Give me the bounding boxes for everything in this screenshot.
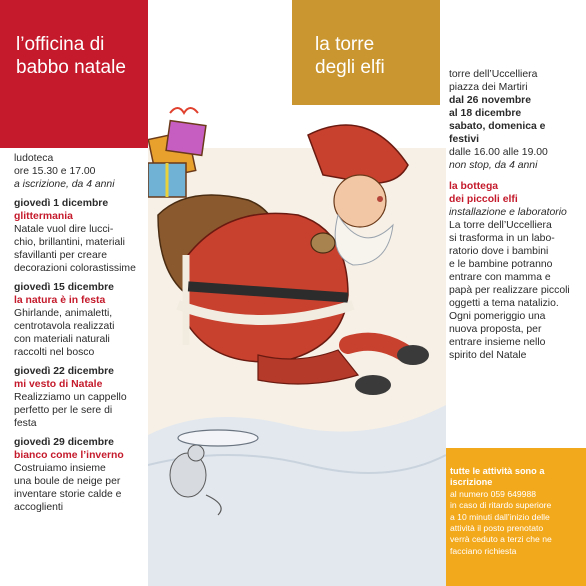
event-date: giovedì 29 dicembre xyxy=(14,437,114,448)
event-item: giovedì 22 dicembre mi vesto di Natale Realizziamo un cappello perfetto per le sere di festa xyxy=(14,365,149,430)
info-heading: tutte le attività sono a xyxy=(450,466,545,476)
header-left-title: l’officina di babbo natale xyxy=(16,34,126,78)
right-place: torre dell’Uccelliera xyxy=(449,69,538,80)
left-note: a iscrizione, da 4 anni xyxy=(14,179,115,190)
info-heading: iscrizione xyxy=(450,477,493,488)
right-dates: al 18 dicembre xyxy=(449,108,522,119)
gift-boxes-icon xyxy=(148,108,206,197)
right-dates: sabato, domenica e xyxy=(449,121,546,132)
workshop-subtitle: installazione e laboratorio xyxy=(449,207,567,218)
right-column xyxy=(449,68,584,362)
workshop-title: dei piccoli elfi xyxy=(449,194,518,205)
right-note: non stop, da 4 anni xyxy=(449,160,538,171)
event-date: giovedì 15 dicembre xyxy=(14,282,114,293)
santa-illustration xyxy=(148,105,446,586)
left-column xyxy=(14,152,149,514)
event-title: la natura è in festa xyxy=(14,295,106,306)
event-title: glittermania xyxy=(14,211,73,222)
header-right-block xyxy=(292,0,440,105)
workshop-title: la bottega xyxy=(449,181,499,192)
event-item: giovedì 15 dicembre la natura è in festa Ghirlande, animaletti, centrotavola realizzati con materiali naturali raccolti nel bosco xyxy=(14,281,149,359)
header-right-title: la torre degli elfi xyxy=(315,34,385,78)
right-place: piazza dei Martiri xyxy=(449,82,528,93)
left-time: ore 15.30 e 17.00 xyxy=(14,166,96,177)
event-title: mi vesto di Natale xyxy=(14,379,103,390)
right-time: dalle 16.00 alle 19.00 xyxy=(449,147,548,158)
right-dates: dal 26 novembre xyxy=(449,95,532,106)
event-title: bianco come l’inverno xyxy=(14,450,124,461)
event-item: giovedì 29 dicembre bianco come l’inverno Costruiamo insieme una boule de neige per inventare storie calde e accoglienti xyxy=(14,436,149,514)
left-place: ludoteca xyxy=(14,153,54,164)
event-date: giovedì 22 dicembre xyxy=(14,366,114,377)
workshop-description: La torre dell’Uccelliera si trasforma in un labo- ratorio dove i bambini e le bambine potranno entrare con mamma e papà per realizzare piccoli oggetti a tema natalizio. Ogni pomeriggio una nuova proposta, per entrare insieme nello spirito del Natale xyxy=(449,220,570,361)
header-left-block xyxy=(0,0,148,148)
info-phone: al numero 059 649988 xyxy=(450,488,537,499)
info-text: tutte le attività sono a iscrizione al numero 059 649988 in caso di ritardo superiore a 10 minuti dall’inizio delle attività il posto prenotato verrà ceduto a terzi che ne facciano richiesta xyxy=(450,466,582,557)
right-dates: festivi xyxy=(449,134,480,145)
event-date: giovedì 1 dicembre xyxy=(14,198,109,209)
event-item: giovedì 1 dicembre glittermania Natale vuol dire lucci- chio, brillantini, materiali sfavillanti per creare decorazioni colorastissime xyxy=(14,197,149,275)
